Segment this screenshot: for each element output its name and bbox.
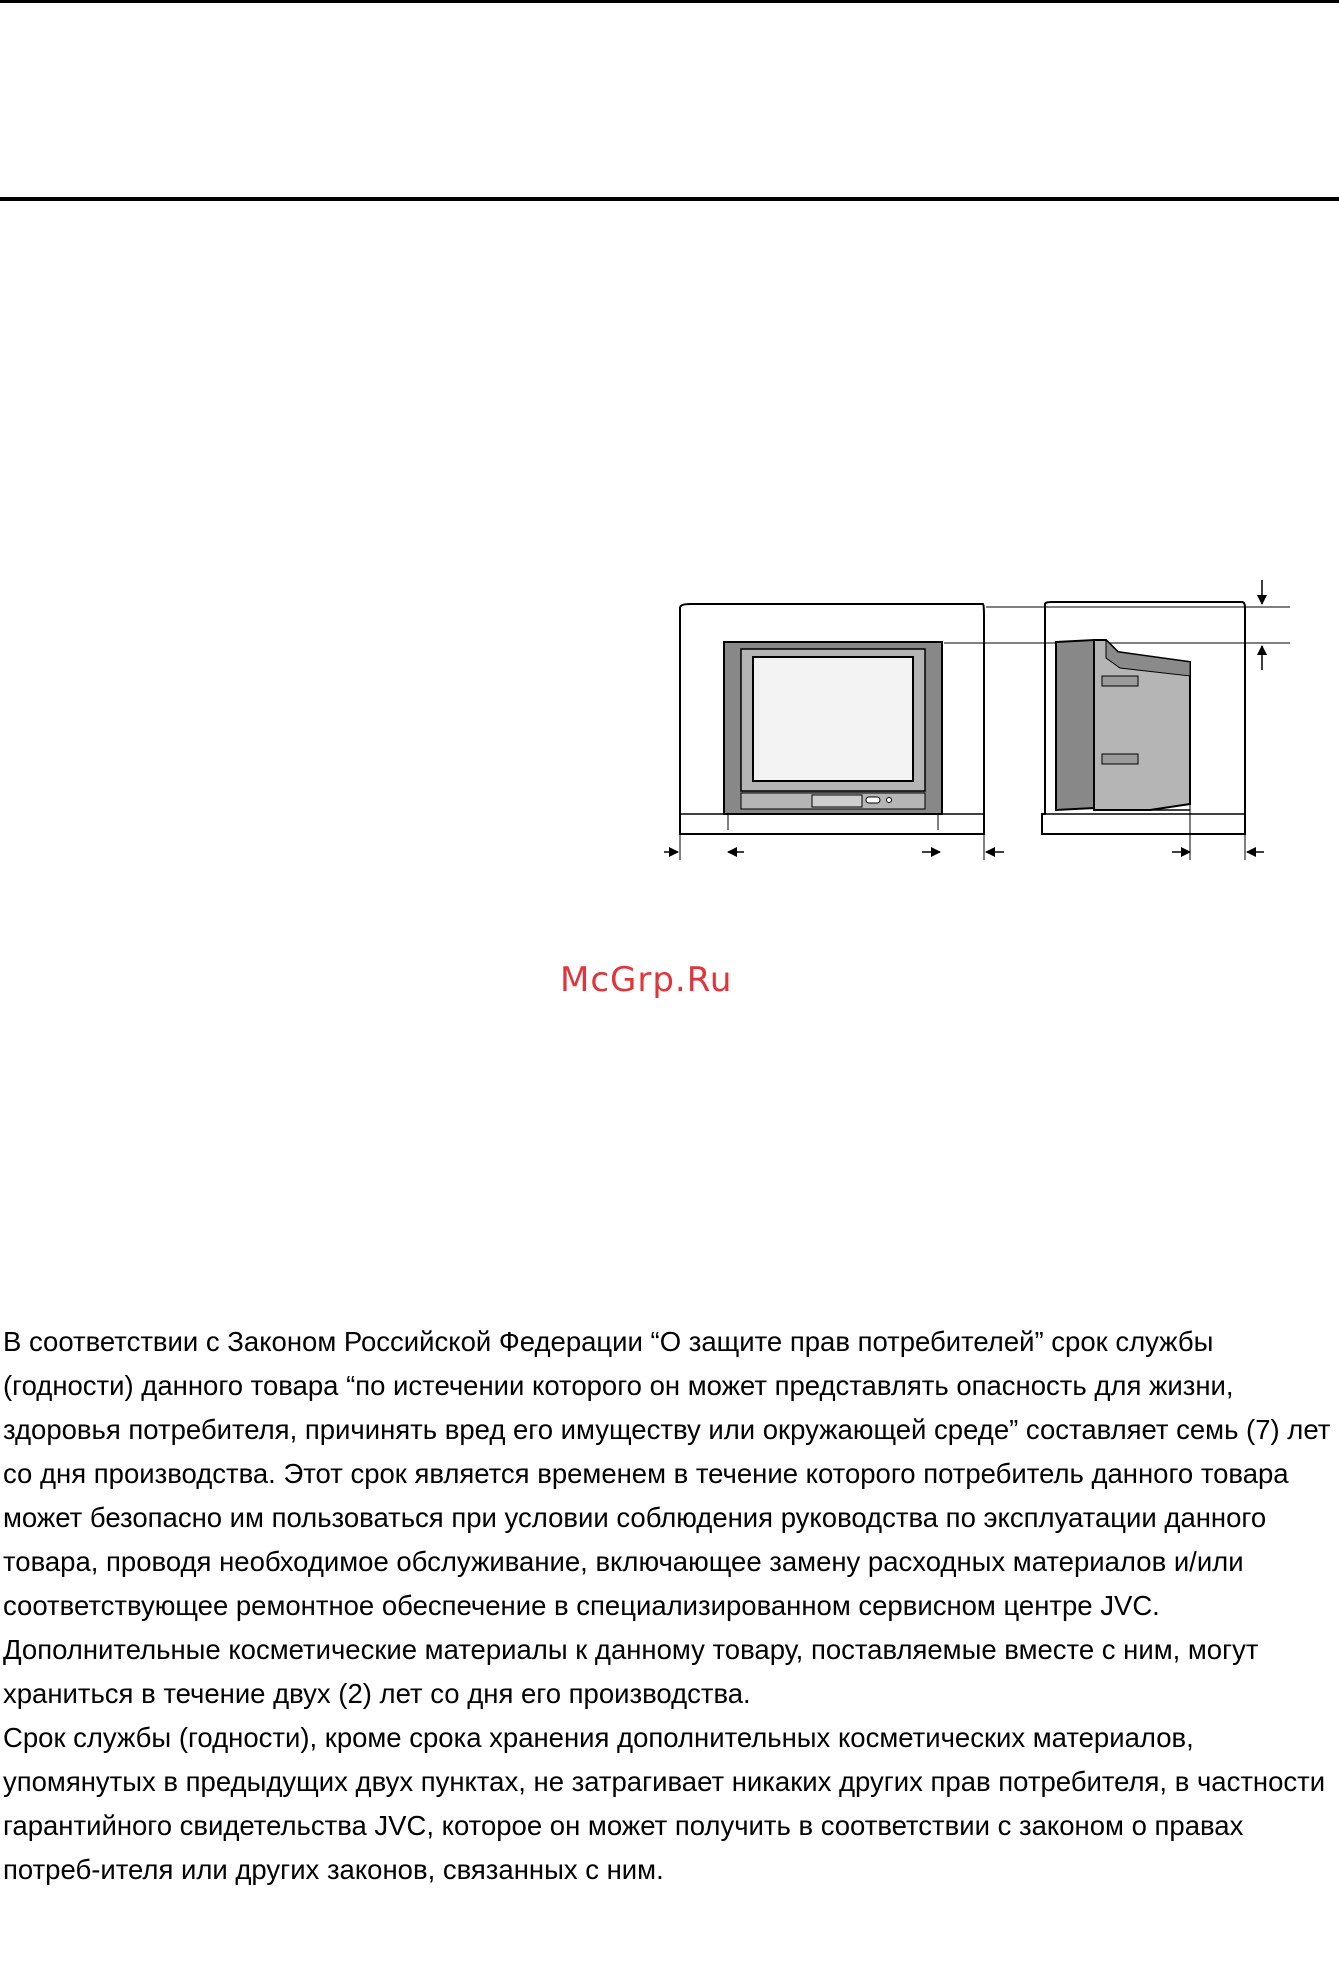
service-life-notice xyxy=(3,1320,1335,1892)
header-divider-rule xyxy=(0,197,1339,201)
front-view xyxy=(664,604,1004,860)
tv-control-door xyxy=(812,795,862,807)
top-border-rule xyxy=(0,0,1339,3)
notice-paragraph-1: В соответствии с Законом Российской Федерации “О защите прав потребителей” срок службы (годности) данного товара “по истечении которого он может представлять опасность для жизни, здоровья потребителя, причинять вред его имуществу или окружающей среде” составляет семь (7) лет со дня производства. Этот срок является временем в течение которого потребитель данного товара может безопасно им пользоваться при условии соблюдения руководства по эксплуатации данного товара, проводя необходимое обслуживание, включающее замену расходных материалов и/или соответствующее ремонтное обеспечение в специализированном сервисном центре JVC. Дополнительные косметические материалы к данному товару, поставляемые вместе с ним, могут храниться в течение двух (2) лет со дня его производства. xyxy=(3,1326,1331,1709)
tv-screen xyxy=(753,657,913,781)
tv-side-handle-upper xyxy=(1102,676,1138,686)
watermark-text: McGrp.Ru xyxy=(560,960,733,1000)
tv-side-handle-lower xyxy=(1102,754,1138,764)
side-view xyxy=(1042,602,1264,860)
tv-power-button xyxy=(866,797,880,803)
tv-side-body xyxy=(1056,640,1094,810)
tv-clearance-diagram xyxy=(660,578,1300,870)
notice-paragraph-2: Срок службы (годности), кроме срока хранения дополнительных косметических материалов, упомянутых в предыдущих двух пунктах, не затрагивает никаких других прав потребителя, в частности гарантийного свидетельства JVC, которое он может получить в соответствии с законом о правах потреб-ителя или других законов, связанных с ним. xyxy=(3,1722,1326,1885)
tv-indicator-led xyxy=(887,798,892,803)
